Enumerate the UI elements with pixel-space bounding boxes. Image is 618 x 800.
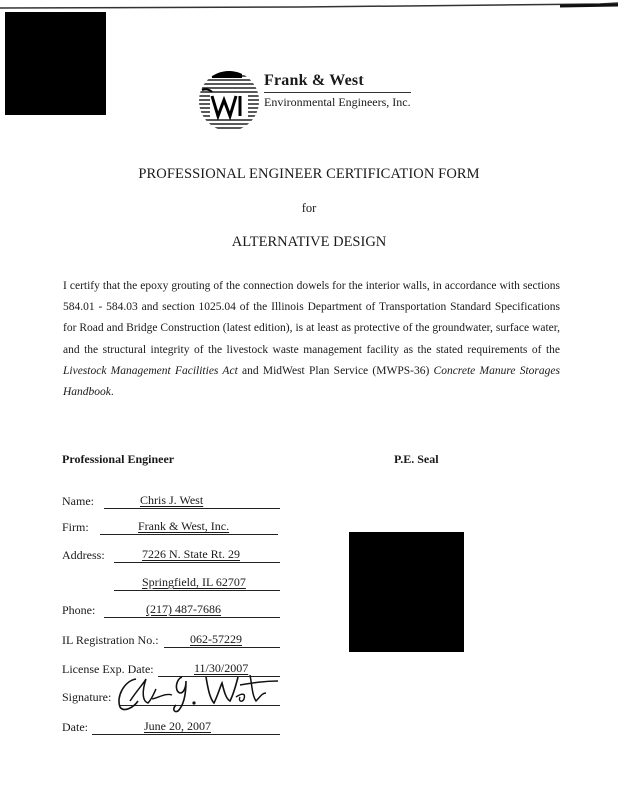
certification-statement (63, 276, 560, 403)
act-reference: Livestock Management Facilities Act (63, 364, 238, 377)
address-line2-row (62, 576, 282, 594)
scan-edge-line (0, 0, 618, 10)
address-line1-value: 7226 N. State Rt. 29 (114, 547, 280, 563)
date-label: Date: (62, 720, 88, 734)
address-row (62, 548, 282, 566)
redaction-block-top (5, 12, 106, 115)
company-logo-icon (198, 70, 260, 132)
certification-text-1: I certify that the epoxy grouting of the connection dowels for the interior walls, in accordance with sections 584.01 - 584.03 and section 1025.04 of the Illinois Department of Transportation Standard Specifications for Road and Bridge Construction (latest edition), is at least as protective of the groundwater, surface water, and the structural integrity of the livestock waste management facility as the stated requirements of the (63, 280, 560, 356)
signature-label: Signature: (62, 690, 112, 704)
registration-row (62, 633, 282, 651)
name-value: Chris J. West (104, 493, 280, 509)
handbook-reference: Concrete Manure Storages Handbook (63, 364, 560, 399)
company-name: Frank & West (264, 72, 364, 89)
registration-value: 062-57229 (164, 632, 280, 648)
form-title-for: for (301, 201, 317, 215)
phone-row (62, 603, 282, 621)
form-subtitle: ALTERNATIVE DESIGN (231, 234, 387, 250)
seal-heading: P.E. Seal (394, 452, 439, 466)
firm-row (62, 520, 282, 538)
phone-value: (217) 487-7686 (104, 602, 280, 618)
license-value: 11/30/2007 (158, 661, 280, 677)
form-title: PROFESSIONAL ENGINEER CERTIFICATION FORM (138, 166, 480, 182)
firm-label: Firm: (62, 520, 89, 534)
phone-label: Phone: (62, 603, 96, 617)
certification-text-2: and MidWest Plan Service (MWPS-36) (237, 364, 434, 377)
firm-value: Frank & West, Inc. (100, 519, 278, 535)
redaction-block-seal (349, 532, 464, 652)
name-row (62, 494, 282, 512)
license-label: License Exp. Date: (62, 662, 154, 676)
address-label: Address: (62, 548, 105, 562)
date-row (62, 720, 282, 738)
engineer-heading: Professional Engineer (62, 452, 175, 466)
date-value: June 20, 2007 (92, 719, 280, 735)
company-subtitle: Environmental Engineers, Inc. (264, 92, 411, 110)
address-line2-value: Springfield, IL 62707 (114, 575, 280, 591)
name-label: Name: (62, 494, 94, 508)
certification-text-3: . (110, 386, 114, 399)
handwritten-signature-icon (112, 671, 282, 713)
registration-label: IL Registration No.: (62, 633, 159, 647)
